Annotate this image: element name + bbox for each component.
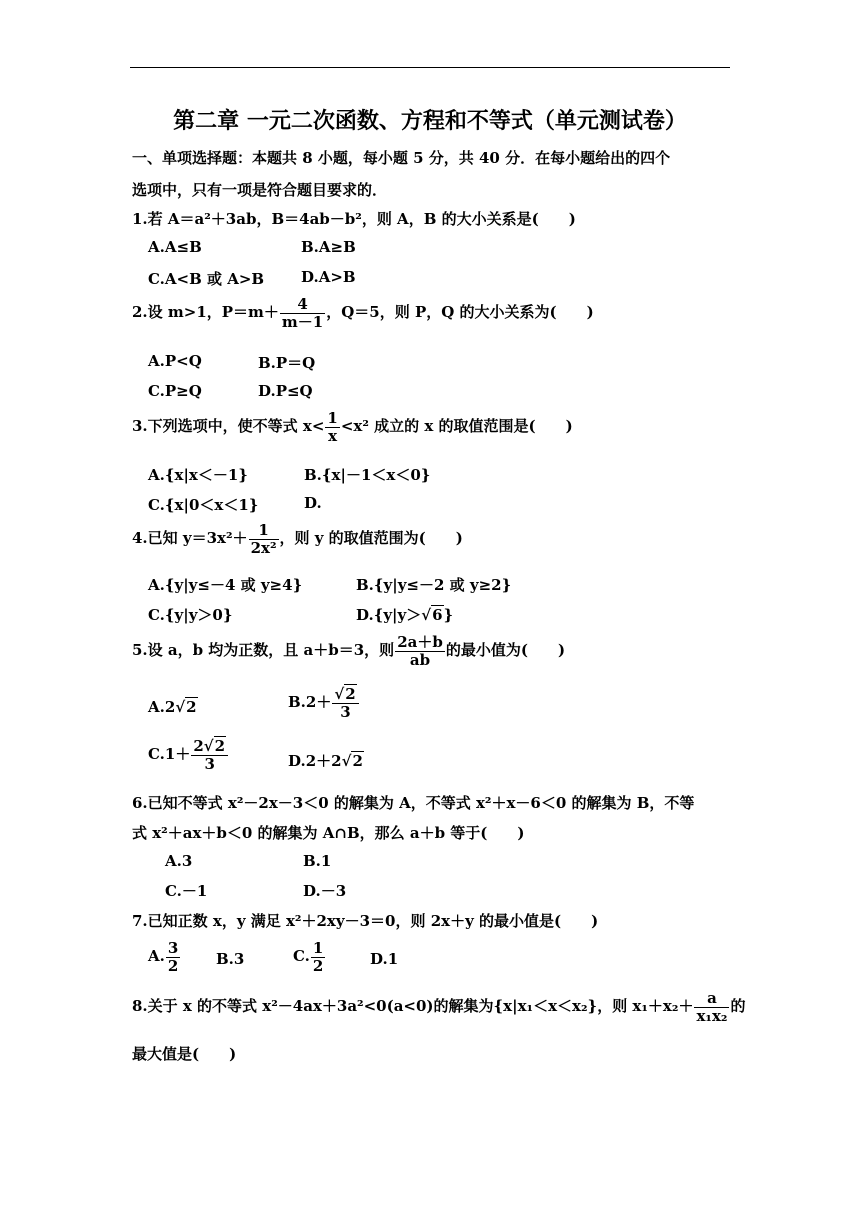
- q4-d-radicand: 6: [432, 606, 443, 624]
- q2-fraction: [280, 296, 325, 330]
- q6-option-c: C.－1: [165, 882, 208, 900]
- question-1: 1.若 A＝a²＋3ab，B＝4ab－b²，则 A，B 的大小关系是( ): [132, 210, 576, 228]
- q4-option-a: A.{y|y≤－4 或 y≥4}: [148, 576, 303, 594]
- q4-frac-num: 1: [249, 522, 279, 540]
- question-2: [132, 296, 594, 330]
- q4-option-d: [356, 604, 453, 625]
- q8-stem-pre: 8.关于 x 的不等式 x²－4ax＋3a²<0(a<0)的解集为{x|x₁＜x＜x₂}，则 x₁＋x₂＋: [132, 997, 694, 1015]
- q4-option-b: B.{y|y≤－2 或 y≥2}: [356, 576, 512, 594]
- question-6-line1: 6.已知不等式 x²－2x－3＜0 的解集为 A，不等式 x²＋x－6＜0 的解集为 B，不等: [132, 794, 695, 812]
- q3-frac-den: x: [328, 426, 338, 445]
- q5-c-frac-den: 3: [204, 754, 215, 773]
- q5-b-pre: B.2＋: [288, 693, 332, 711]
- q5-c-pre: C.1＋: [148, 745, 191, 763]
- q2-option-b: B.P＝Q: [258, 354, 316, 372]
- q2-stem-post: ，Q＝5，则 P，Q 的大小关系为( ): [326, 303, 594, 321]
- question-4: [132, 522, 463, 556]
- question-6-line2: 式 x²＋ax＋b＜0 的解集为 A∩B，那么 a＋b 等于( ): [132, 824, 525, 842]
- q5-fraction: [395, 634, 445, 668]
- q2-frac-num: 4: [280, 296, 325, 314]
- q3-option-b: B.{x|－1＜x＜0}: [304, 466, 431, 484]
- q2-option-a: A.P<Q: [148, 352, 202, 370]
- q3-option-d: D.: [304, 494, 322, 512]
- q5-frac-den: ab: [409, 650, 431, 669]
- q4-fraction: [249, 522, 279, 556]
- q2-option-d: D.P≤Q: [258, 382, 313, 400]
- q4-stem-pre: 4.已知 y＝3x²＋: [132, 529, 248, 547]
- q5-frac-num: 2a＋b: [397, 633, 443, 651]
- q5-b-frac-num: √2: [332, 686, 358, 704]
- q5-c-fraction: [191, 738, 228, 772]
- q3-frac-num: 1: [327, 409, 338, 427]
- q4-stem-post: ，则 y 的取值范围为( ): [279, 529, 463, 547]
- q5-a-radicand: 2: [186, 698, 197, 716]
- q5-option-a: [148, 698, 198, 716]
- q4-d-post: }: [443, 606, 454, 624]
- question-8-line2: 最大值是( ): [132, 1045, 237, 1063]
- q1-option-c: C.A<B 或 A>B: [148, 270, 265, 288]
- q5-d-sqrt: √2: [341, 752, 363, 770]
- q5-option-c: [148, 738, 229, 772]
- q7-option-c: [293, 940, 326, 974]
- q7-a-pre: A.: [148, 947, 165, 965]
- q5-a-pre: A.2: [148, 698, 176, 716]
- q1-option-d: D.A>B: [301, 268, 356, 286]
- q7-a-den: 2: [167, 956, 179, 975]
- q7-option-d: D.1: [370, 950, 399, 968]
- q8-frac-den: x₁x₂: [696, 1006, 728, 1025]
- q2-frac-den: m－1: [281, 312, 324, 331]
- section-heading-line2: 选项中，只有一项是符合题目要求的．: [132, 181, 388, 199]
- q5-b-fraction: [332, 686, 358, 720]
- q4-frac-den: 2x²: [250, 538, 277, 557]
- q3-option-c: C.{x|0＜x＜1}: [148, 496, 259, 514]
- q7-c-num: 1: [312, 939, 324, 957]
- q7-option-b: B.3: [216, 950, 245, 968]
- q5-a-sqrt: √2: [175, 698, 197, 716]
- q1-option-b: B.A≥B: [301, 238, 356, 256]
- q7-c-fraction: [311, 940, 325, 974]
- q7-option-a: [148, 940, 181, 974]
- section-heading-line1: 一、单项选择题：本题共 8 小题，每小题 5 分，共 40 分．在每小题给出的四个: [132, 149, 671, 167]
- q3-fraction: [325, 410, 339, 444]
- q5-c-radicand: 2: [214, 737, 226, 755]
- q5-c-frac-num: 2√2: [191, 738, 228, 756]
- q3-option-a: A.{x|x＜－1}: [148, 466, 248, 484]
- q4-d-pre: D.{y|y＞: [356, 606, 422, 624]
- q6-option-b: B.1: [303, 852, 332, 870]
- q8-fraction: [694, 990, 729, 1024]
- q5-b-frac-den: 3: [340, 702, 351, 721]
- q5-option-d: [288, 750, 364, 771]
- q5-stem-pre: 5.设 a，b 均为正数，且 a＋b＝3，则: [132, 641, 395, 659]
- q2-option-c: C.P≥Q: [148, 382, 202, 400]
- q3-stem-pre: 3.下列选项中，使不等式 x<: [132, 417, 325, 435]
- q8-frac-num: a: [694, 990, 729, 1008]
- q7-c-pre: C.: [293, 947, 310, 965]
- question-7: 7.已知正数 x，y 满足 x²＋2xy－3＝0，则 2x＋y 的最小值是( ): [132, 912, 599, 930]
- q8-stem-post: 的: [730, 997, 746, 1015]
- q2-stem-pre: 2.设 m>1，P＝m＋: [132, 303, 279, 321]
- q5-b-radicand: 2: [345, 685, 356, 703]
- header-rule: [130, 67, 730, 68]
- page-title: 第二章 一元二次函数、方程和不等式（单元测试卷）: [173, 108, 687, 134]
- q7-a-num: 3: [167, 939, 179, 957]
- q5-d-radicand: 2: [352, 752, 363, 770]
- question-8: [132, 990, 746, 1024]
- q4-option-c: C.{y|y＞0}: [148, 606, 233, 624]
- q4-d-sqrt: √6: [421, 606, 443, 624]
- q5-d-pre: D.2＋2: [288, 752, 342, 770]
- q3-stem-post: <x² 成立的 x 的取值范围是( ): [340, 417, 573, 435]
- q6-option-d: D.－3: [303, 882, 347, 900]
- q7-c-den: 2: [312, 956, 324, 975]
- question-3: [132, 410, 573, 444]
- q5-option-b: [288, 686, 360, 720]
- q1-option-a: A.A≤B: [148, 238, 202, 256]
- q6-option-a: A.3: [165, 852, 193, 870]
- q5-stem-post: 的最小值为( ): [445, 641, 566, 659]
- question-5: [132, 634, 565, 668]
- q7-a-fraction: [166, 940, 180, 974]
